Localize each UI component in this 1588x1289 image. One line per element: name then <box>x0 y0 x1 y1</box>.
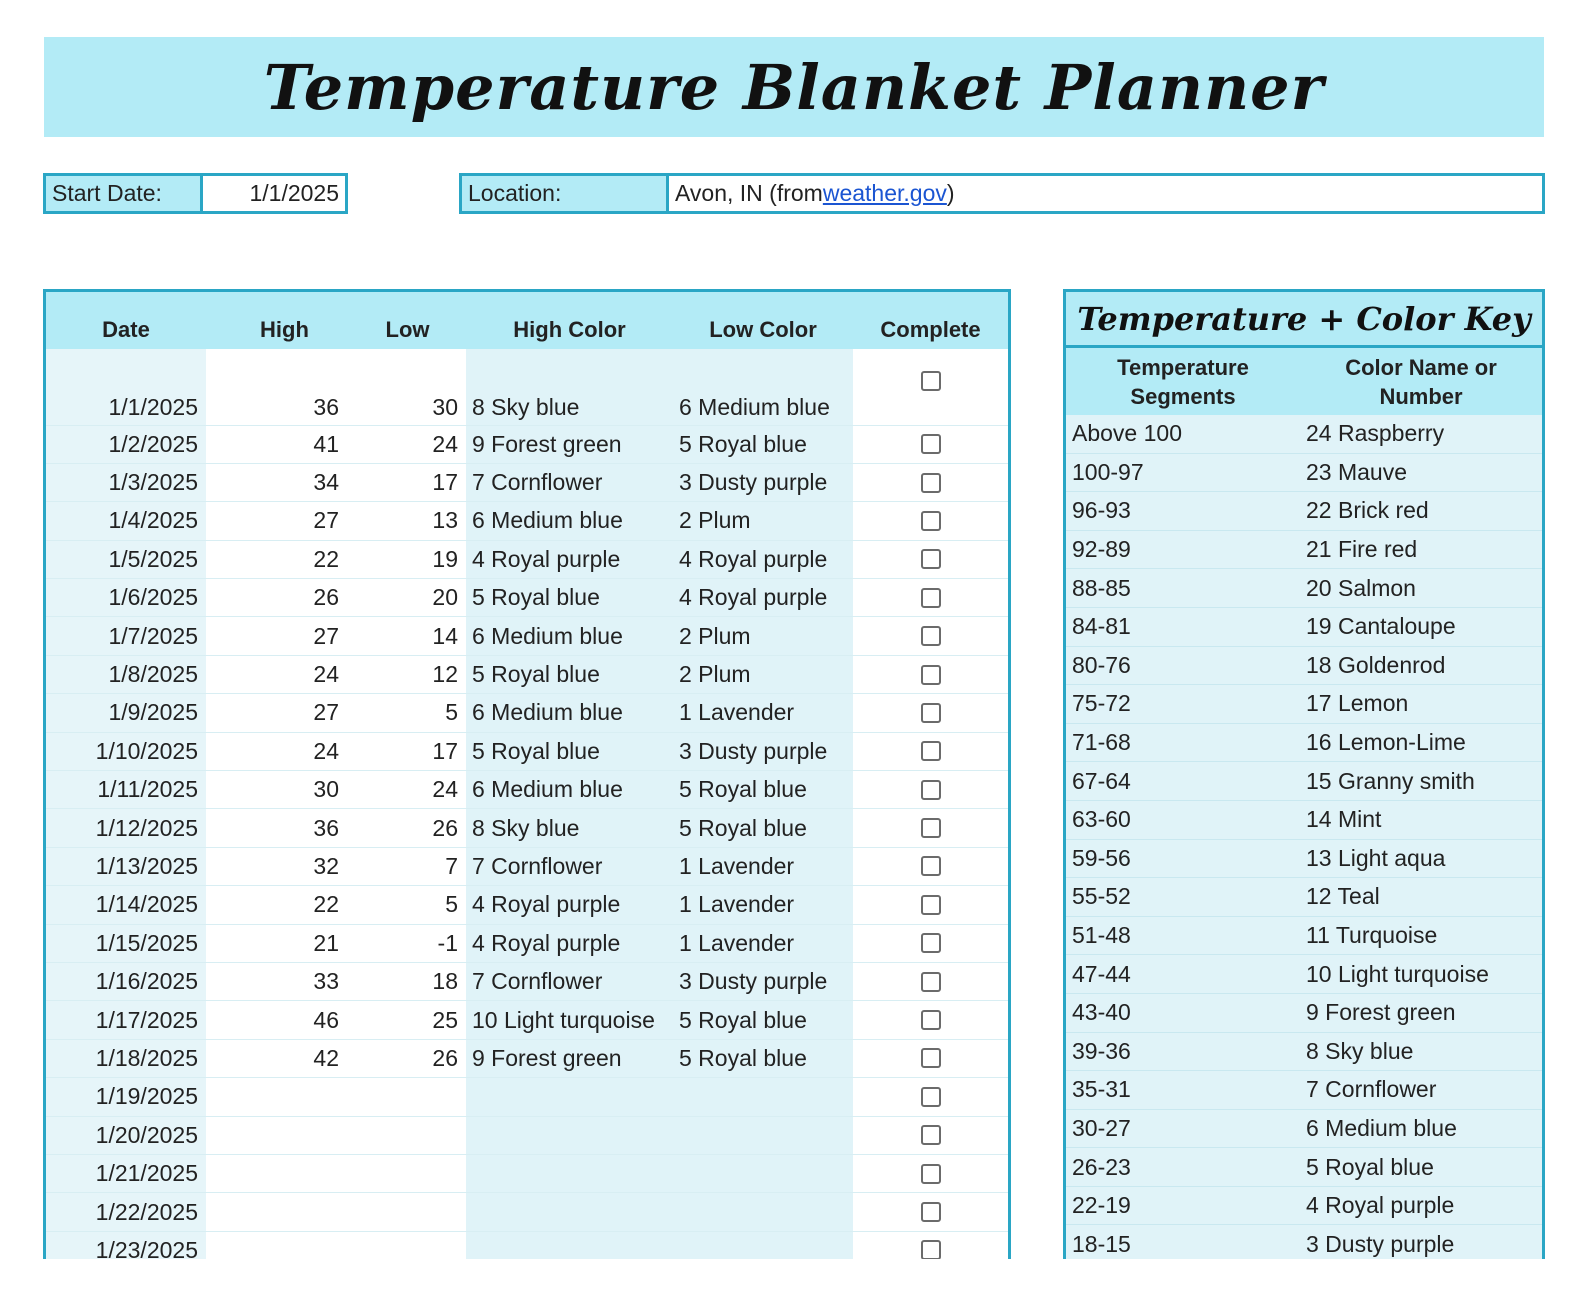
complete-cell <box>853 925 1008 962</box>
daily-log-table <box>43 289 1011 1259</box>
key-row <box>1066 840 1542 879</box>
high-color-cell[interactable] <box>466 1193 673 1230</box>
complete-cell <box>853 963 1008 1000</box>
high-color-cell[interactable]: 7 Cornflower <box>466 464 673 501</box>
table-row <box>46 848 1008 886</box>
table-row <box>46 1078 1008 1116</box>
low-cell[interactable]: 5 <box>349 886 466 923</box>
complete-checkbox[interactable] <box>921 895 941 915</box>
high-color-cell[interactable]: 4 Royal purple <box>466 925 673 962</box>
low-cell[interactable]: 5 <box>349 694 466 731</box>
key-header-color: Color Name or Number <box>1345 354 1497 409</box>
high-color-cell[interactable]: 9 Forest green <box>466 426 673 463</box>
high-cell[interactable]: 32 <box>206 848 349 885</box>
start-date-box <box>43 173 348 214</box>
complete-cell <box>853 579 1008 616</box>
complete-checkbox[interactable] <box>921 1048 941 1068</box>
segment-cell: 100-97 <box>1072 458 1144 485</box>
table-row <box>46 694 1008 732</box>
key-row <box>1066 1187 1542 1226</box>
key-row <box>1066 1225 1542 1259</box>
high-color-cell[interactable]: 5 Royal blue <box>466 656 673 693</box>
color-name-cell: 14 Mint <box>1306 806 1382 833</box>
table-row <box>46 502 1008 540</box>
date-cell[interactable]: 1/6/2025 <box>46 579 206 616</box>
key-row <box>1066 1110 1542 1149</box>
header-complete: Complete <box>880 317 981 342</box>
low-cell[interactable]: 24 <box>349 771 466 808</box>
color-name-cell: 18 Goldenrod <box>1306 651 1446 678</box>
complete-cell <box>853 1078 1008 1115</box>
high-cell[interactable] <box>206 1117 349 1154</box>
date-cell[interactable]: 1/23/2025 <box>46 1232 206 1259</box>
table-body <box>46 349 1008 1259</box>
segment-cell: 51-48 <box>1072 922 1131 949</box>
table-row <box>46 963 1008 1001</box>
date-cell[interactable]: 1/3/2025 <box>46 464 206 501</box>
table-row <box>46 1193 1008 1231</box>
table-header <box>46 292 1008 349</box>
color-name-cell: 24 Raspberry <box>1306 420 1445 447</box>
high-color-cell[interactable] <box>466 1232 673 1259</box>
table-row <box>46 349 1008 426</box>
date-cell[interactable]: 1/7/2025 <box>46 617 206 654</box>
table-row <box>46 886 1008 924</box>
date-cell[interactable]: 1/21/2025 <box>46 1155 206 1192</box>
color-name-cell: 22 Brick red <box>1306 497 1429 524</box>
key-row <box>1066 762 1542 801</box>
start-date-label: Start Date: <box>46 176 203 211</box>
low-cell[interactable]: 30 <box>349 349 466 425</box>
low-color-cell[interactable]: 3 Dusty purple <box>673 963 853 1000</box>
date-cell[interactable]: 1/1/2025 <box>46 349 206 425</box>
key-header <box>1066 348 1542 415</box>
date-cell[interactable]: 1/11/2025 <box>46 771 206 808</box>
location-suffix: ) <box>946 180 955 206</box>
segment-cell: 39-36 <box>1072 1037 1131 1064</box>
high-cell[interactable]: 34 <box>206 464 349 501</box>
high-color-cell[interactable]: 9 Forest green <box>466 1040 673 1077</box>
header-low: Low <box>385 317 430 342</box>
color-key-table <box>1063 289 1545 1259</box>
complete-checkbox[interactable] <box>921 703 941 723</box>
complete-cell <box>853 1155 1008 1192</box>
table-row <box>46 579 1008 617</box>
date-cell[interactable]: 1/20/2025 <box>46 1117 206 1154</box>
low-cell[interactable]: 20 <box>349 579 466 616</box>
date-cell[interactable]: 1/12/2025 <box>46 809 206 846</box>
high-cell[interactable]: 27 <box>206 502 349 539</box>
segment-cell: 92-89 <box>1072 536 1131 563</box>
color-name-cell: 17 Lemon <box>1306 690 1409 717</box>
low-cell[interactable]: 14 <box>349 617 466 654</box>
key-row <box>1066 608 1542 647</box>
color-name-cell: 8 Sky blue <box>1306 1037 1414 1064</box>
low-cell[interactable] <box>349 1078 466 1115</box>
date-cell[interactable]: 1/4/2025 <box>46 502 206 539</box>
segment-cell: 67-64 <box>1072 767 1131 794</box>
complete-checkbox[interactable] <box>921 626 941 646</box>
segment-cell: 96-93 <box>1072 497 1131 524</box>
key-row <box>1066 1033 1542 1072</box>
header-low-color: Low Color <box>709 317 817 342</box>
location-value[interactable] <box>669 176 1542 211</box>
color-name-cell: 16 Lemon-Lime <box>1306 729 1466 756</box>
complete-checkbox[interactable] <box>921 473 941 493</box>
low-color-cell[interactable]: 6 Medium blue <box>673 349 853 425</box>
complete-cell <box>853 656 1008 693</box>
complete-cell <box>853 1232 1008 1259</box>
complete-cell <box>853 1117 1008 1154</box>
start-date-value[interactable]: 1/1/2025 <box>203 176 345 211</box>
high-color-cell[interactable]: 4 Royal purple <box>466 886 673 923</box>
table-row <box>46 1232 1008 1259</box>
date-cell[interactable]: 1/13/2025 <box>46 848 206 885</box>
low-color-cell[interactable]: 3 Dusty purple <box>673 464 853 501</box>
key-row <box>1066 955 1542 994</box>
table-row <box>46 809 1008 847</box>
low-color-cell[interactable]: 1 Lavender <box>673 848 853 885</box>
color-name-cell: 20 Salmon <box>1306 574 1416 601</box>
low-color-cell[interactable]: 3 Dusty purple <box>673 733 853 770</box>
high-cell[interactable]: 46 <box>206 1001 349 1038</box>
low-cell[interactable] <box>349 1117 466 1154</box>
high-color-cell[interactable] <box>466 1078 673 1115</box>
table-row <box>46 617 1008 655</box>
high-cell[interactable] <box>206 1193 349 1230</box>
color-name-cell: 5 Royal blue <box>1306 1153 1434 1180</box>
complete-checkbox[interactable] <box>921 1125 941 1145</box>
color-name-cell: 12 Teal <box>1306 883 1380 910</box>
complete-checkbox[interactable] <box>921 511 941 531</box>
high-color-cell[interactable] <box>466 1117 673 1154</box>
segment-cell: 18-15 <box>1072 1230 1131 1257</box>
key-row <box>1066 724 1542 763</box>
key-row <box>1066 1071 1542 1110</box>
complete-checkbox[interactable] <box>921 549 941 569</box>
complete-checkbox[interactable] <box>921 780 941 800</box>
complete-checkbox[interactable] <box>921 818 941 838</box>
low-cell[interactable] <box>349 1155 466 1192</box>
date-cell[interactable]: 1/18/2025 <box>46 1040 206 1077</box>
high-cell[interactable] <box>206 1078 349 1115</box>
segment-cell: 88-85 <box>1072 574 1131 601</box>
date-cell[interactable]: 1/17/2025 <box>46 1001 206 1038</box>
high-cell[interactable]: 27 <box>206 694 349 731</box>
color-name-cell: 10 Light turquoise <box>1306 960 1489 987</box>
table-row <box>46 656 1008 694</box>
table-row <box>46 464 1008 502</box>
segment-cell: 71-68 <box>1072 729 1131 756</box>
table-row <box>46 925 1008 963</box>
low-color-cell[interactable] <box>673 1078 853 1115</box>
high-cell[interactable]: 36 <box>206 349 349 425</box>
complete-cell <box>853 464 1008 501</box>
segment-cell: 43-40 <box>1072 999 1131 1026</box>
low-color-cell[interactable]: 5 Royal blue <box>673 809 853 846</box>
high-color-cell[interactable]: 6 Medium blue <box>466 694 673 731</box>
key-row <box>1066 492 1542 531</box>
low-cell[interactable]: 13 <box>349 502 466 539</box>
low-cell[interactable]: 25 <box>349 1001 466 1038</box>
complete-checkbox[interactable] <box>921 1202 941 1222</box>
date-cell[interactable]: 1/16/2025 <box>46 963 206 1000</box>
segment-cell: 75-72 <box>1072 690 1131 717</box>
color-name-cell: 3 Dusty purple <box>1306 1230 1455 1257</box>
segment-cell: 63-60 <box>1072 806 1131 833</box>
color-name-cell: 6 Medium blue <box>1306 1114 1457 1141</box>
low-color-cell[interactable]: 2 Plum <box>673 502 853 539</box>
table-row <box>46 1040 1008 1078</box>
header-high-color: High Color <box>513 317 626 342</box>
complete-checkbox[interactable] <box>921 856 941 876</box>
complete-cell <box>853 733 1008 770</box>
key-row <box>1066 801 1542 840</box>
complete-cell <box>853 848 1008 885</box>
high-cell[interactable] <box>206 1155 349 1192</box>
date-cell[interactable]: 1/14/2025 <box>46 886 206 923</box>
low-cell[interactable]: 26 <box>349 809 466 846</box>
key-row <box>1066 1148 1542 1187</box>
high-cell[interactable]: 24 <box>206 733 349 770</box>
color-name-cell: 11 Turquoise <box>1306 922 1438 949</box>
key-title: Temperature + Color Key <box>1077 299 1531 338</box>
key-row <box>1066 685 1542 724</box>
low-cell[interactable]: -1 <box>349 925 466 962</box>
complete-checkbox[interactable] <box>921 972 941 992</box>
key-row <box>1066 415 1542 454</box>
location-label: Location: <box>462 176 669 211</box>
color-name-cell: 13 Light aqua <box>1306 844 1446 871</box>
high-cell[interactable]: 27 <box>206 617 349 654</box>
high-color-cell[interactable]: 8 Sky blue <box>466 349 673 425</box>
high-color-cell[interactable]: 7 Cornflower <box>466 963 673 1000</box>
date-cell[interactable]: 1/19/2025 <box>46 1078 206 1115</box>
high-color-cell[interactable]: 10 Light turquoise <box>466 1001 673 1038</box>
low-color-cell[interactable] <box>673 1193 853 1230</box>
high-cell[interactable]: 36 <box>206 809 349 846</box>
high-cell[interactable]: 22 <box>206 541 349 578</box>
color-name-cell: 21 Fire red <box>1306 536 1418 563</box>
low-color-cell[interactable]: 1 Lavender <box>673 925 853 962</box>
date-cell[interactable]: 1/22/2025 <box>46 1193 206 1230</box>
high-color-cell[interactable]: 6 Medium blue <box>466 771 673 808</box>
color-name-cell: 9 Forest green <box>1306 999 1456 1026</box>
color-name-cell: 7 Cornflower <box>1306 1076 1437 1103</box>
low-color-cell[interactable] <box>673 1155 853 1192</box>
complete-cell <box>853 886 1008 923</box>
weather-link[interactable]: weather.gov <box>822 180 947 206</box>
table-row <box>46 1001 1008 1039</box>
complete-cell <box>853 771 1008 808</box>
key-row <box>1066 569 1542 608</box>
complete-checkbox[interactable] <box>921 1240 941 1259</box>
date-cell[interactable]: 1/15/2025 <box>46 925 206 962</box>
high-cell[interactable]: 24 <box>206 656 349 693</box>
key-row <box>1066 917 1542 956</box>
key-row <box>1066 454 1542 493</box>
complete-checkbox[interactable] <box>921 1087 941 1107</box>
low-cell[interactable]: 26 <box>349 1040 466 1077</box>
high-color-cell[interactable]: 8 Sky blue <box>466 809 673 846</box>
date-cell[interactable]: 1/5/2025 <box>46 541 206 578</box>
low-color-cell[interactable]: 2 Plum <box>673 656 853 693</box>
high-color-cell[interactable]: 6 Medium blue <box>466 617 673 654</box>
complete-cell <box>853 502 1008 539</box>
low-cell[interactable]: 7 <box>349 848 466 885</box>
low-color-cell[interactable]: 4 Royal purple <box>673 579 853 616</box>
complete-cell <box>853 349 1008 425</box>
key-title-bar <box>1066 292 1542 348</box>
high-color-cell[interactable]: 4 Royal purple <box>466 541 673 578</box>
date-cell[interactable]: 1/10/2025 <box>46 733 206 770</box>
complete-cell <box>853 617 1008 654</box>
key-row <box>1066 647 1542 686</box>
complete-cell <box>853 541 1008 578</box>
segment-cell: 84-81 <box>1072 613 1131 640</box>
high-cell[interactable]: 21 <box>206 925 349 962</box>
low-color-cell[interactable]: 1 Lavender <box>673 886 853 923</box>
high-color-cell[interactable]: 6 Medium blue <box>466 502 673 539</box>
date-cell[interactable]: 1/8/2025 <box>46 656 206 693</box>
high-cell[interactable]: 22 <box>206 886 349 923</box>
high-cell[interactable]: 41 <box>206 426 349 463</box>
date-cell[interactable]: 1/2/2025 <box>46 426 206 463</box>
complete-checkbox[interactable] <box>921 741 941 761</box>
header-date: Date <box>102 317 150 342</box>
high-color-cell[interactable]: 5 Royal blue <box>466 733 673 770</box>
segment-cell: 80-76 <box>1072 651 1131 678</box>
key-body <box>1066 415 1542 1259</box>
complete-cell <box>853 1001 1008 1038</box>
header-high: High <box>260 317 309 342</box>
low-cell[interactable]: 17 <box>349 733 466 770</box>
color-name-cell: 19 Cantaloupe <box>1306 613 1456 640</box>
complete-cell <box>853 1193 1008 1230</box>
low-color-cell[interactable]: 5 Royal blue <box>673 1001 853 1038</box>
color-name-cell: 23 Mauve <box>1306 458 1408 485</box>
key-row <box>1066 531 1542 570</box>
segment-cell: Above 100 <box>1072 420 1182 447</box>
low-color-cell[interactable]: 5 Royal blue <box>673 426 853 463</box>
high-color-cell[interactable]: 7 Cornflower <box>466 848 673 885</box>
page-title: Temperature Blanket Planner <box>263 50 1325 124</box>
color-name-cell: 15 Granny smith <box>1306 767 1475 794</box>
low-cell[interactable] <box>349 1193 466 1230</box>
low-cell[interactable]: 17 <box>349 464 466 501</box>
segment-cell: 26-23 <box>1072 1153 1131 1180</box>
segment-cell: 59-56 <box>1072 844 1131 871</box>
complete-checkbox[interactable] <box>921 1010 941 1030</box>
low-color-cell[interactable] <box>673 1232 853 1259</box>
high-cell[interactable]: 33 <box>206 963 349 1000</box>
key-header-segments: Temperature Segments <box>1117 354 1249 409</box>
low-color-cell[interactable]: 2 Plum <box>673 617 853 654</box>
low-cell[interactable]: 18 <box>349 963 466 1000</box>
segment-cell: 47-44 <box>1072 960 1131 987</box>
complete-checkbox[interactable] <box>921 933 941 953</box>
title-banner <box>44 37 1544 137</box>
low-color-cell[interactable]: 5 Royal blue <box>673 1040 853 1077</box>
complete-checkbox[interactable] <box>921 1164 941 1184</box>
location-box <box>459 173 1545 214</box>
segment-cell: 22-19 <box>1072 1192 1131 1219</box>
low-cell[interactable]: 19 <box>349 541 466 578</box>
segment-cell: 35-31 <box>1072 1076 1131 1103</box>
high-color-cell[interactable] <box>466 1155 673 1192</box>
table-row <box>46 771 1008 809</box>
low-color-cell[interactable]: 4 Royal purple <box>673 541 853 578</box>
segment-cell: 55-52 <box>1072 883 1131 910</box>
low-cell[interactable] <box>349 1232 466 1259</box>
complete-checkbox[interactable] <box>921 665 941 685</box>
high-cell[interactable]: 42 <box>206 1040 349 1077</box>
high-cell[interactable]: 26 <box>206 579 349 616</box>
high-cell[interactable]: 30 <box>206 771 349 808</box>
complete-cell <box>853 426 1008 463</box>
low-color-cell[interactable]: 5 Royal blue <box>673 771 853 808</box>
key-row <box>1066 878 1542 917</box>
low-cell[interactable]: 12 <box>349 656 466 693</box>
high-cell[interactable] <box>206 1232 349 1259</box>
table-row <box>46 1117 1008 1155</box>
location-text: Avon, IN (from <box>675 180 823 206</box>
high-color-cell[interactable]: 5 Royal blue <box>466 579 673 616</box>
table-row <box>46 733 1008 771</box>
low-color-cell[interactable] <box>673 1117 853 1154</box>
complete-cell <box>853 694 1008 731</box>
table-row <box>46 426 1008 464</box>
table-row <box>46 1155 1008 1193</box>
segment-cell: 30-27 <box>1072 1114 1131 1141</box>
complete-checkbox[interactable] <box>921 434 941 454</box>
complete-cell <box>853 809 1008 846</box>
table-row <box>46 541 1008 579</box>
low-color-cell[interactable]: 1 Lavender <box>673 694 853 731</box>
complete-checkbox[interactable] <box>921 588 941 608</box>
color-name-cell: 4 Royal purple <box>1306 1192 1455 1219</box>
low-cell[interactable]: 24 <box>349 426 466 463</box>
key-row <box>1066 994 1542 1033</box>
date-cell[interactable]: 1/9/2025 <box>46 694 206 731</box>
complete-cell <box>853 1040 1008 1077</box>
complete-checkbox[interactable] <box>921 371 941 391</box>
